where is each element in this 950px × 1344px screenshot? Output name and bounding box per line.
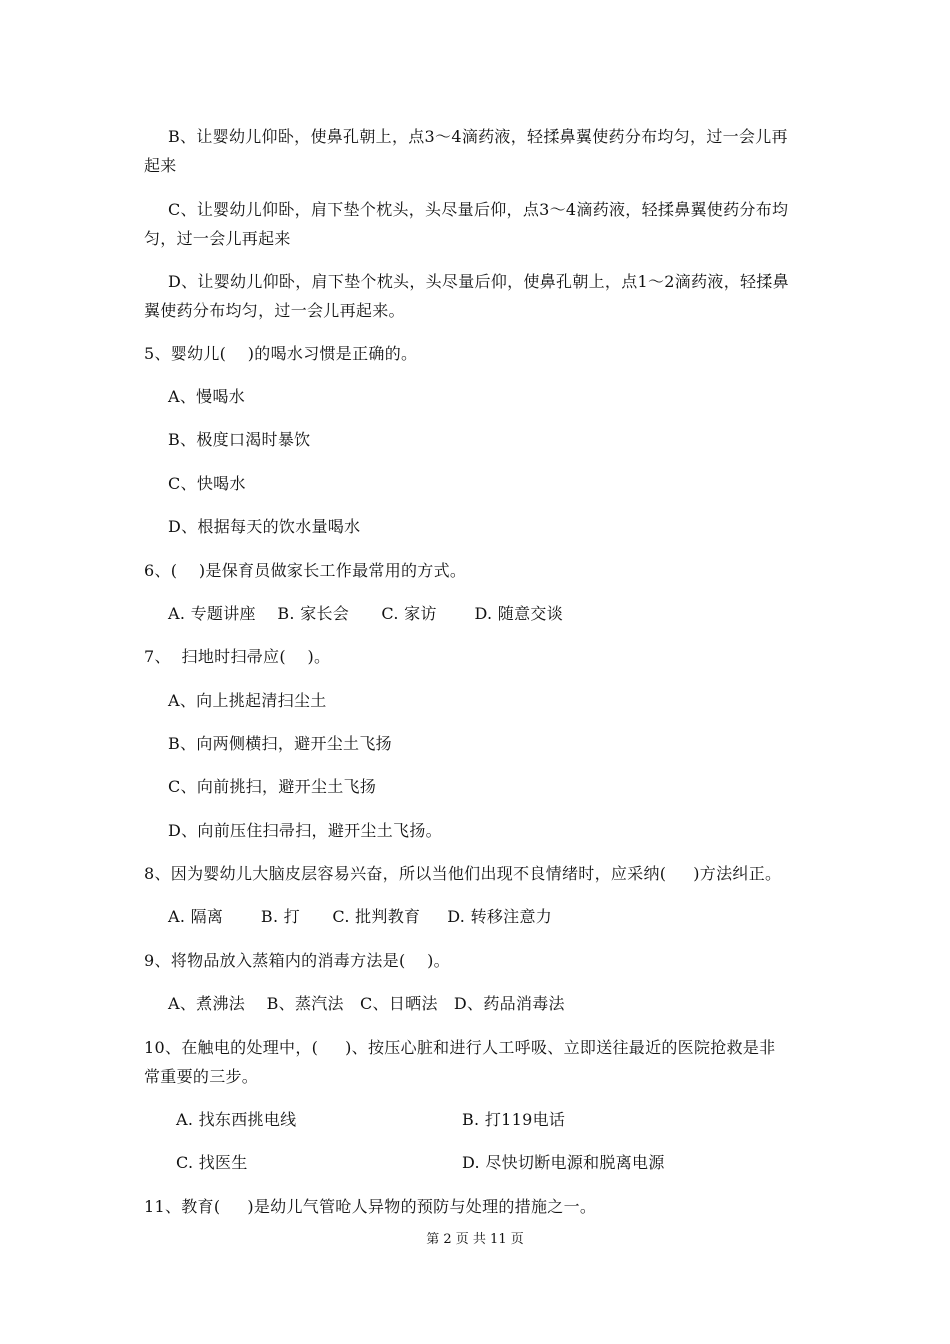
q7-option-d: D、向前压住扫帚扫，避开尘土飞扬。	[168, 821, 442, 840]
q6-options: A. 专题讲座 B. 家长会 C. 家访 D. 随意交谈	[168, 604, 563, 623]
q4-option-c-line1: C、让婴幼儿仰卧，肩下垫个枕头，头尽量后仰，点3～4滴药液，轻揉鼻翼使药分布均	[168, 200, 789, 219]
q10-option-c: C. 找医生	[176, 1153, 248, 1172]
question-8: 8、因为婴幼儿大脑皮层容易兴奋，所以当他们出现不良情绪时，应采纳( )方法纠正。	[144, 864, 782, 883]
question-9: 9、将物品放入蒸箱内的消毒方法是( )。	[144, 951, 450, 970]
question-11: 11、教育( )是幼儿气管呛人异物的预防与处理的措施之一。	[144, 1197, 597, 1216]
question-6: 6、( )是保育员做家长工作最常用的方式。	[144, 561, 467, 580]
q8-options: A. 隔离 B. 打 C. 批判教育 D. 转移注意力	[168, 907, 553, 926]
page-number-footer: 第 2 页 共 11 页	[426, 1232, 524, 1247]
question-10-line1: 10、在触电的处理中，( )、按压心脏和进行人工呼吸、立即送往最近的医院抢救是非	[144, 1038, 776, 1057]
q4-option-b-line2: 起来	[144, 156, 177, 175]
q4-option-d-line1: D、让婴幼儿仰卧，肩下垫个枕头，头尽量后仰，使鼻孔朝上，点1～2滴药液，轻揉鼻	[168, 272, 789, 291]
q10-option-d: D. 尽快切断电源和脱离电源	[462, 1153, 665, 1172]
q5-option-c: C、快喝水	[168, 474, 246, 493]
q5-option-b: B、极度口渴时暴饮	[168, 430, 311, 449]
q9-options: A、煮沸法 B、蒸汽法 C、日晒法 D、药品消毒法	[168, 994, 565, 1013]
question-7: 7、 扫地时扫帚应( )。	[144, 647, 331, 666]
question-5: 5、婴幼儿( )的喝水习惯是正确的。	[144, 344, 418, 363]
q7-option-b: B、向两侧横扫，避开尘土飞扬	[168, 734, 392, 753]
q4-option-c-line2: 匀，过一会儿再起来	[144, 229, 291, 248]
q7-option-c: C、向前挑扫，避开尘土飞扬	[168, 777, 377, 796]
q4-option-b-line1: B、让婴幼儿仰卧，使鼻孔朝上，点3～4滴药液，轻揉鼻翼使药分布均匀，过一会儿再	[168, 127, 788, 146]
q7-option-a: A、向上挑起清扫尘土	[168, 691, 327, 710]
q10-option-a: A. 找东西挑电线	[176, 1110, 297, 1129]
q4-option-d-line2: 翼使药分布均匀，过一会儿再起来。	[144, 301, 405, 320]
q10-option-b: B. 打119电话	[462, 1110, 566, 1129]
q5-option-a: A、慢喝水	[168, 387, 246, 406]
q5-option-d: D、根据每天的饮水量喝水	[168, 517, 361, 536]
question-10-line2: 常重要的三步。	[144, 1067, 259, 1086]
